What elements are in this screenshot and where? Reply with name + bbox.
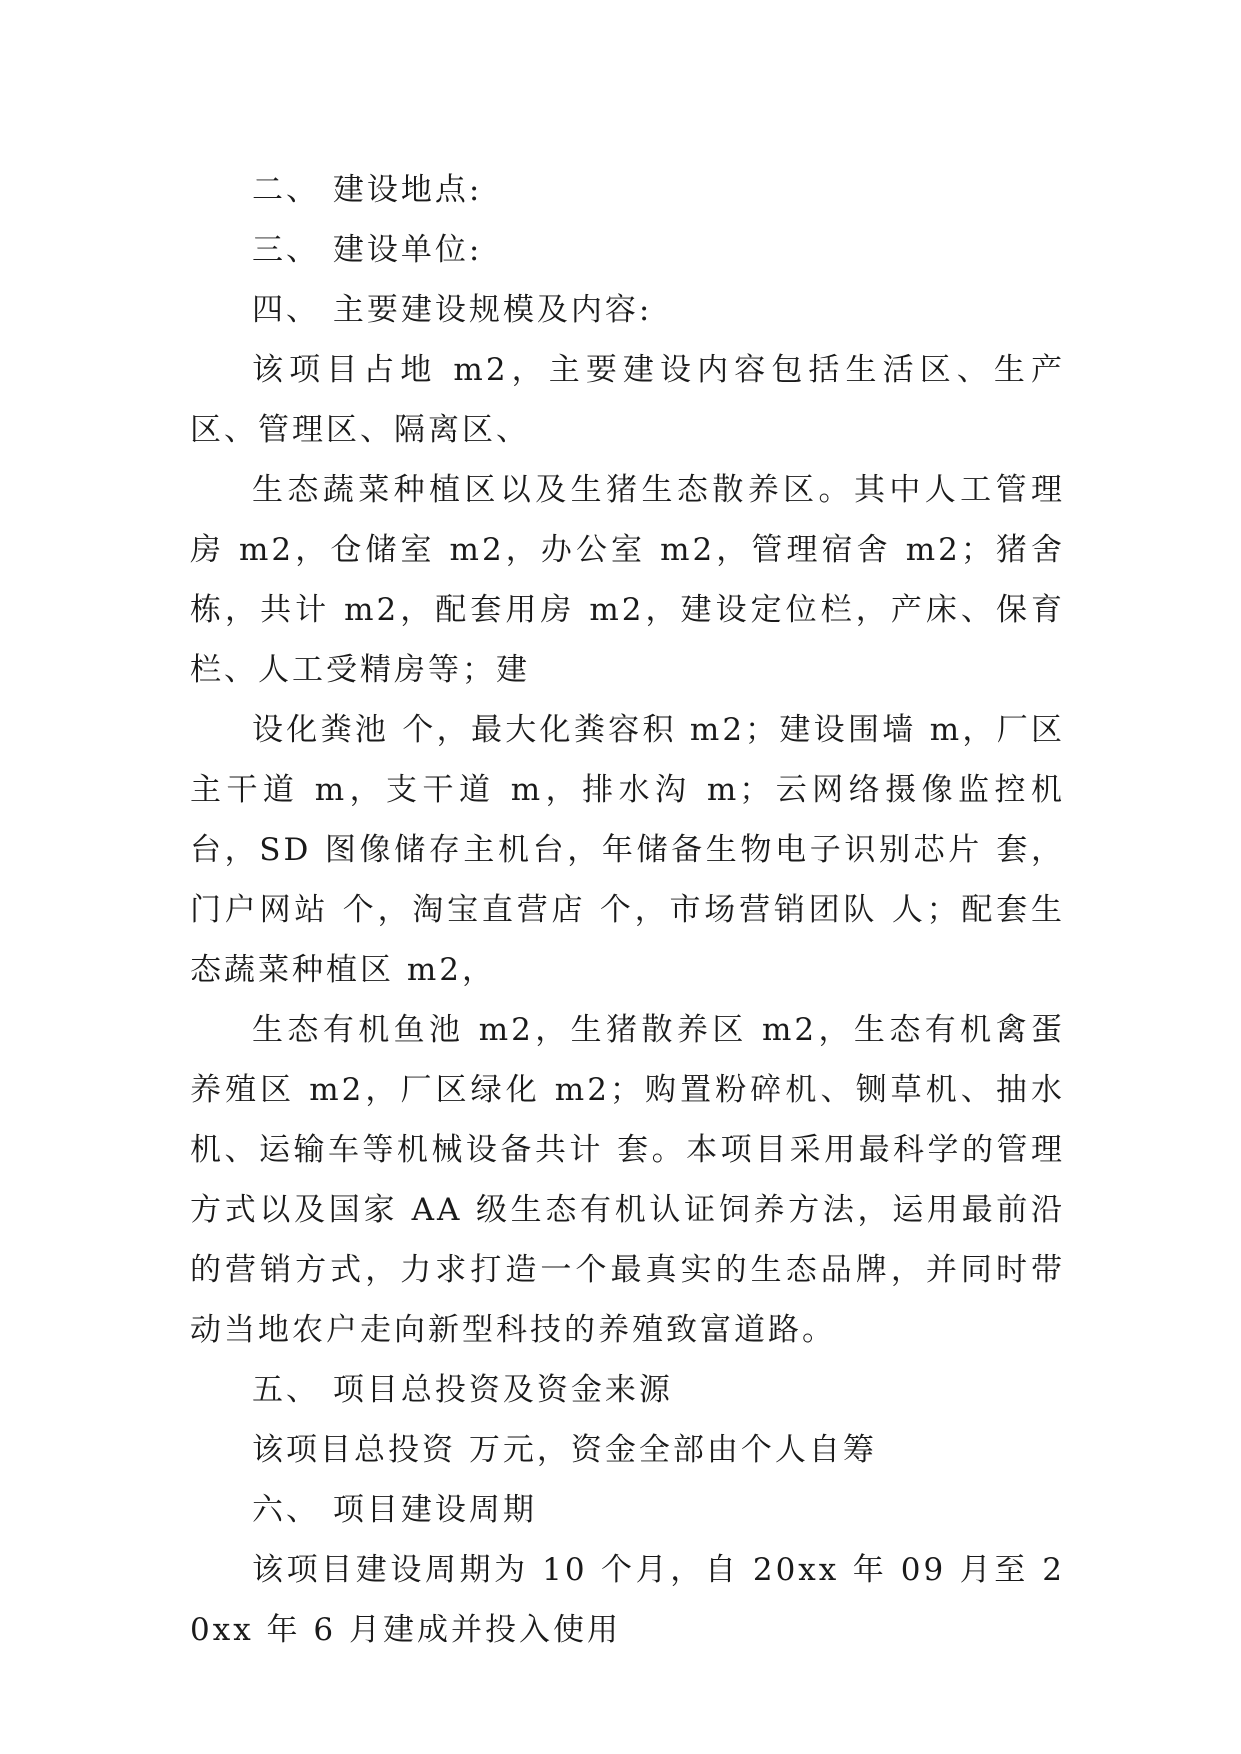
- paragraph-investment: 该项目总投资 万元，资金全部由个人自筹: [252, 1432, 877, 1468]
- heading-total-investment: 五、 项目总投资及资金来源: [252, 1372, 673, 1408]
- paragraph-fish-pond: 生态有机鱼池 m2，生猪散养区 m2，生态有机禽蛋养殖区 m2，厂区绿化 m2；购置粉碎机、铡草机、抽水机、运输车等机械设备共计 套。本项目采用最科学的管理方式以及国家 AA 级生态有机认证饲养方法，运用最前沿的营销方式，力求打造一个最真实的生态品牌，并同时带动当地农户走向新型科技的养殖致富道路。: [190, 1012, 1065, 1348]
- paragraph-septic-tank: 设化粪池 个，最大化粪容积 m2；建设围墙 m，厂区主干道 m，支干道 m，排水沟 m；云网络摄像监控机 台，SD 图像储存主机台，年储备生物电子识别芯片 套，门户网站 个，淘宝直营店 个，市场营销团队 人；配套生态蔬菜种植区 m2，: [190, 712, 1065, 988]
- paragraph-land-area: 该项目占地 m2，主要建设内容包括生活区、生产区、管理区、隔离区、: [190, 352, 1065, 448]
- heading-construction-unit: 三、 建设单位:: [252, 232, 483, 268]
- paragraph-vegetable-zone: 生态蔬菜种植区以及生猪生态散养区。其中人工管理房 m2，仓储室 m2，办公室 m2，管理宿舍 m2；猪舍 栋，共计 m2，配套用房 m2，建设定位栏，产床、保育栏、人工受精房等；建: [190, 472, 1065, 688]
- heading-construction-period: 六、 项目建设周期: [252, 1492, 537, 1528]
- document-body: [190, 160, 1065, 1660]
- heading-scale-and-content: 四、 主要建设规模及内容:: [252, 292, 653, 328]
- heading-construction-location: 二、 建设地点:: [252, 172, 483, 208]
- paragraph-period: 该项目建设周期为 10 个月，自 20xx 年 09 月至 20xx 年 6 月建成并投入使用: [190, 1552, 1065, 1648]
